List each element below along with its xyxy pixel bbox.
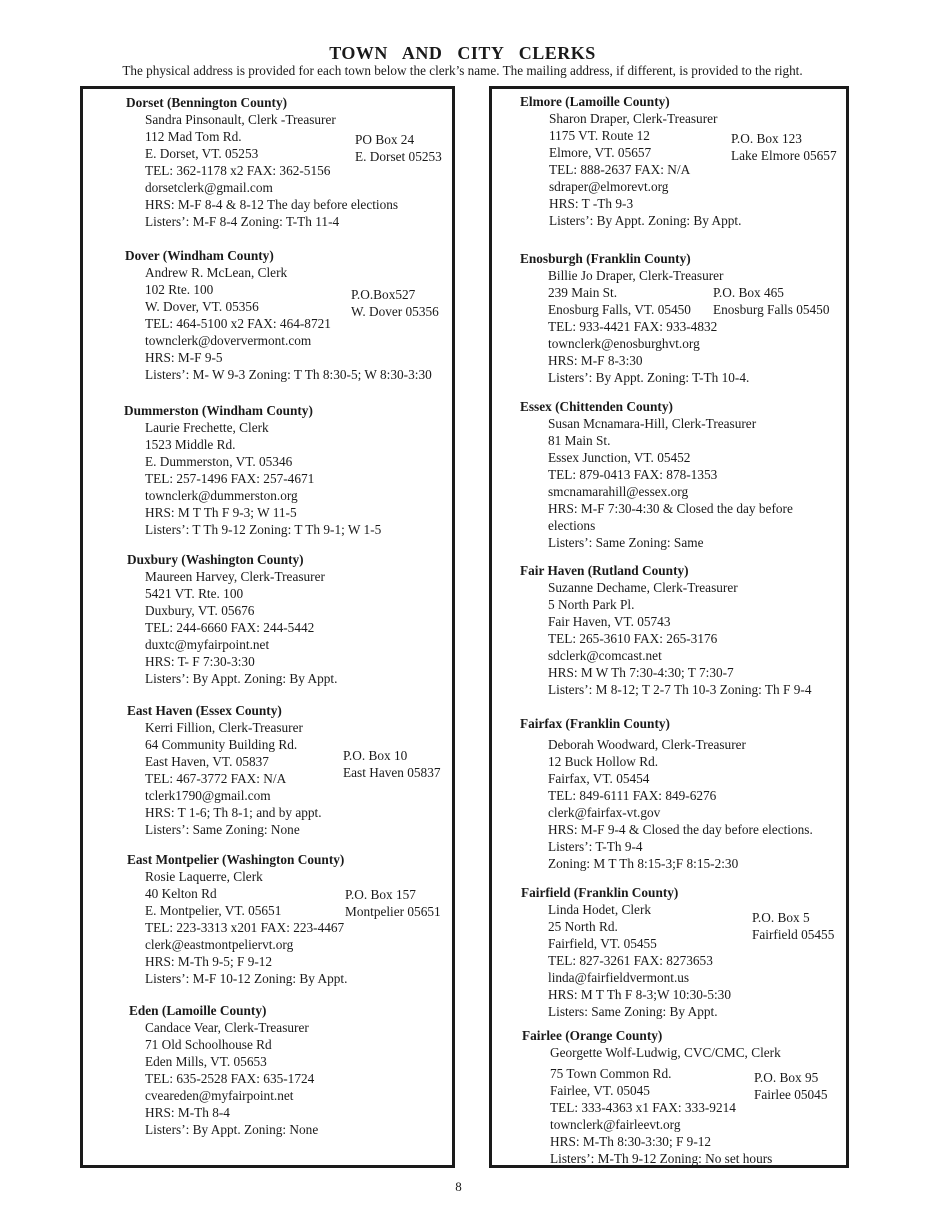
office-hours: HRS: M-Th 8:30-3:30; F 9-12 bbox=[550, 1134, 712, 1149]
detail-line: E. Dummerston, VT. 05346 bbox=[145, 454, 293, 469]
town-name: East Haven (Essex County) bbox=[127, 703, 282, 718]
detail-line: 5 North Park Pl. bbox=[548, 597, 635, 612]
detail-line: Susan Mcnamara-Hill, Clerk-Treasurer bbox=[548, 416, 757, 431]
mailing-line: Fairfield 05455 bbox=[752, 927, 835, 942]
phone-fax: TEL: 257-1496 FAX: 257-4671 bbox=[145, 471, 315, 486]
email-address: sdclerk@comcast.net bbox=[548, 648, 662, 663]
clerk-details bbox=[145, 719, 452, 838]
detail-line: Billie Jo Draper, Clerk-Treasurer bbox=[548, 268, 724, 283]
phone-fax: TEL: 827-3261 FAX: 8273653 bbox=[548, 953, 713, 968]
clerk-details bbox=[550, 1044, 846, 1167]
email-address: townclerk@doververmont.com bbox=[145, 333, 312, 348]
office-hours: HRS: T -Th 9-3 bbox=[549, 196, 634, 211]
clerk-entry bbox=[83, 551, 452, 687]
detail-line: Fairfax, VT. 05454 bbox=[548, 771, 650, 786]
clerk-details bbox=[548, 267, 846, 386]
town-name: Dorset (Bennington County) bbox=[126, 95, 288, 110]
mailing-line: Montpelier 05651 bbox=[345, 904, 441, 919]
right-column bbox=[489, 86, 849, 1168]
town-name: Fairfield (Franklin County) bbox=[521, 885, 679, 900]
clerk-details bbox=[548, 579, 846, 698]
detail-line: East Haven, VT. 05837 bbox=[145, 754, 269, 769]
email-address: linda@fairfieldvermont.us bbox=[548, 970, 690, 985]
clerk-entry bbox=[492, 1027, 846, 1167]
detail-line: Listers’: By Appt. Zoning: T-Th 10-4. bbox=[548, 370, 750, 385]
detail-line: Fairlee, VT. 05045 bbox=[550, 1083, 650, 1098]
detail-line: Listers’: M-F 8-4 Zoning: T-Th 11-4 bbox=[145, 214, 340, 229]
email-address: townclerk@fairleevt.org bbox=[550, 1117, 681, 1132]
mailing-address bbox=[731, 130, 837, 164]
mailing-line: W. Dover 05356 bbox=[351, 304, 439, 319]
mailing-line: Enosburg Falls 05450 bbox=[713, 302, 830, 317]
clerk-details bbox=[548, 901, 846, 1020]
detail-line: 1523 Middle Rd. bbox=[145, 437, 236, 452]
town-name: Eden (Lamoille County) bbox=[129, 1003, 267, 1018]
clerk-entry bbox=[83, 247, 452, 383]
detail-line: 1175 VT. Route 12 bbox=[549, 128, 650, 143]
page-title: TOWN AND CITY CLERKS bbox=[329, 43, 596, 63]
office-hours: HRS: M W Th 7:30-4:30; T 7:30-7 bbox=[548, 665, 734, 680]
mailing-line: P.O. Box 157 bbox=[345, 887, 416, 902]
office-hours: HRS: M-F 8-3:30 bbox=[548, 353, 643, 368]
detail-line: Sharon Draper, Clerk-Treasurer bbox=[549, 111, 718, 126]
email-address: sdraper@elmorevt.org bbox=[549, 179, 669, 194]
detail-line: Fair Haven, VT. 05743 bbox=[548, 614, 671, 629]
office-hours: HRS: M T Th F 8-3;W 10:30-5:30 bbox=[548, 987, 731, 1002]
office-hours: HRS: M-Th 8-4 bbox=[145, 1105, 230, 1120]
phone-fax: TEL: 333-4363 x1 FAX: 333-9214 bbox=[550, 1100, 736, 1115]
email-address: tclerk1790@gmail.com bbox=[145, 788, 271, 803]
town-name: Enosburgh (Franklin County) bbox=[520, 251, 691, 266]
detail-line: W. Dover, VT. 05356 bbox=[145, 299, 259, 314]
office-hours: HRS: M-F 7:30-4:30 & Closed the day before bbox=[548, 501, 793, 516]
detail-line: Listers: Same Zoning: By Appt. bbox=[548, 1004, 718, 1019]
detail-line: Elmore, VT. 05657 bbox=[549, 145, 652, 160]
detail-line: Andrew R. McLean, Clerk bbox=[145, 265, 288, 280]
clerk-details bbox=[145, 1019, 452, 1138]
town-name: Dummerston (Windham County) bbox=[124, 403, 313, 418]
town-name: East Montpelier (Washington County) bbox=[127, 852, 345, 867]
clerk-details bbox=[548, 415, 846, 551]
detail-line: Listers’: M 8-12; T 2-7 Th 10-3 Zoning: Th F 9-4 bbox=[548, 682, 812, 697]
office-hours: HRS: M-F 8-4 & 8-12 The day before elections bbox=[145, 197, 399, 212]
phone-fax: TEL: 467-3772 FAX: N/A bbox=[145, 771, 287, 786]
mailing-address bbox=[752, 909, 834, 943]
detail-line: Kerri Fillion, Clerk-Treasurer bbox=[145, 720, 303, 735]
phone-fax: TEL: 265-3610 FAX: 265-3176 bbox=[548, 631, 718, 646]
detail-line: Suzanne Dechame, Clerk-Treasurer bbox=[548, 580, 738, 595]
detail-line: E. Montpelier, VT. 05651 bbox=[145, 903, 282, 918]
clerk-entry bbox=[492, 398, 846, 551]
mailing-address bbox=[754, 1069, 827, 1103]
clerk-details bbox=[145, 868, 452, 987]
phone-fax: TEL: 464-5100 x2 FAX: 464-8721 bbox=[145, 316, 331, 331]
phone-fax: TEL: 362-1178 x2 FAX: 362-5156 bbox=[145, 163, 331, 178]
phone-fax: TEL: 933-4421 FAX: 933-4832 bbox=[548, 319, 718, 334]
email-address: duxtc@myfairpoint.net bbox=[145, 637, 270, 652]
detail-line: 81 Main St. bbox=[548, 433, 611, 448]
detail-line: 75 Town Common Rd. bbox=[550, 1066, 672, 1081]
clerk-entry bbox=[83, 851, 452, 987]
detail-line: 102 Rte. 100 bbox=[145, 282, 214, 297]
detail-line: 25 North Rd. bbox=[548, 919, 618, 934]
mailing-line: P.O. Box 10 bbox=[343, 748, 408, 763]
mailing-address bbox=[713, 284, 829, 318]
clerk-details bbox=[548, 736, 846, 872]
mailing-line: P.O.Box527 bbox=[351, 287, 416, 302]
detail-line: Listers’: Same Zoning: None bbox=[145, 822, 300, 837]
office-hours: HRS: M-Th 9-5; F 9-12 bbox=[145, 954, 273, 969]
mailing-line: P.O. Box 465 bbox=[713, 285, 784, 300]
clerk-details bbox=[145, 419, 452, 538]
phone-fax: TEL: 244-6660 FAX: 244-5442 bbox=[145, 620, 315, 635]
phone-fax: TEL: 879-0413 FAX: 878-1353 bbox=[548, 467, 718, 482]
clerk-details bbox=[145, 111, 452, 230]
mailing-line: East Haven 05837 bbox=[343, 765, 441, 780]
detail-line: Maureen Harvey, Clerk-Treasurer bbox=[145, 569, 325, 584]
office-hours: HRS: M T Th F 9-3; W 11-5 bbox=[145, 505, 297, 520]
clerk-details bbox=[549, 110, 846, 229]
town-name: Essex (Chittenden County) bbox=[520, 399, 673, 414]
office-hours: HRS: M-F 9-4 & Closed the day before elections. bbox=[548, 822, 813, 837]
mailing-line: Fairlee 05045 bbox=[754, 1087, 828, 1102]
email-address: cveareden@myfairpoint.net bbox=[145, 1088, 294, 1103]
detail-line: Laurie Frechette, Clerk bbox=[145, 420, 269, 435]
town-name: Fairfax (Franklin County) bbox=[520, 716, 670, 731]
office-hours: HRS: M-F 9-5 bbox=[145, 350, 223, 365]
mailing-address bbox=[351, 286, 439, 320]
mailing-line: P.O. Box 5 bbox=[752, 910, 810, 925]
town-name: Fair Haven (Rutland County) bbox=[520, 563, 689, 578]
detail-line: Eden Mills, VT. 05653 bbox=[145, 1054, 267, 1069]
detail-line: Deborah Woodward, Clerk-Treasurer bbox=[548, 737, 746, 752]
mailing-line: PO Box 24 bbox=[355, 132, 415, 147]
detail-line: E. Dorset, VT. 05253 bbox=[145, 146, 259, 161]
clerk-entry bbox=[492, 93, 846, 229]
clerk-details bbox=[145, 264, 452, 383]
town-name: Elmore (Lamoille County) bbox=[520, 94, 670, 109]
office-hours: HRS: T 1-6; Th 8-1; and by appt. bbox=[145, 805, 322, 820]
mailing-line: P.O. Box 95 bbox=[754, 1070, 819, 1085]
phone-fax: TEL: 849-6111 FAX: 849-6276 bbox=[548, 788, 717, 803]
email-address: smcnamarahill@essex.org bbox=[548, 484, 689, 499]
detail-line: 112 Mad Tom Rd. bbox=[145, 129, 242, 144]
detail-line: Listers’: Same Zoning: Same bbox=[548, 535, 704, 550]
detail-line: 5421 VT. Rte. 100 bbox=[145, 586, 244, 601]
office-hours: HRS: T- F 7:30-3:30 bbox=[145, 654, 255, 669]
clerk-entry bbox=[492, 884, 846, 1020]
email-address: clerk@fairfax-vt.gov bbox=[548, 805, 661, 820]
detail-line: Sandra Pinsonault, Clerk -Treasurer bbox=[145, 112, 336, 127]
detail-line: Candace Vear, Clerk-Treasurer bbox=[145, 1020, 309, 1035]
mailing-address bbox=[355, 131, 442, 165]
town-name: Fairlee (Orange County) bbox=[522, 1028, 663, 1043]
email-address: clerk@eastmontpeliervt.org bbox=[145, 937, 294, 952]
clerk-entry bbox=[83, 94, 452, 230]
clerk-entry bbox=[83, 702, 452, 838]
page-subtitle: The physical address is provided for each town below the clerk’s name. The mailing address, if different, is provided to the right. bbox=[122, 63, 803, 78]
detail-line: Listers’: By Appt. Zoning: By Appt. bbox=[549, 213, 742, 228]
clerk-entry bbox=[492, 715, 846, 872]
detail-line: Listers’: M-Th 9-12 Zoning: No set hours bbox=[550, 1151, 773, 1166]
detail-line: Rosie Laquerre, Clerk bbox=[145, 869, 263, 884]
detail-line: elections bbox=[548, 518, 596, 533]
mailing-line: P.O. Box 123 bbox=[731, 131, 802, 146]
detail-line: 71 Old Schoolhouse Rd bbox=[145, 1037, 272, 1052]
detail-line: Enosburg Falls, VT. 05450 bbox=[548, 302, 691, 317]
detail-line: Zoning: M T Th 8:15-3;F 8:15-2:30 bbox=[548, 856, 739, 871]
town-name: Duxbury (Washington County) bbox=[127, 552, 304, 567]
email-address: townclerk@dummerston.org bbox=[145, 488, 298, 503]
phone-fax: TEL: 635-2528 FAX: 635-1724 bbox=[145, 1071, 315, 1086]
town-name: Dover (Windham County) bbox=[125, 248, 274, 263]
mailing-line: Lake Elmore 05657 bbox=[731, 148, 837, 163]
detail-line: Listers’: M-F 10-12 Zoning: By Appt. bbox=[145, 971, 348, 986]
clerk-entry bbox=[492, 250, 846, 386]
detail-line: Duxbury, VT. 05676 bbox=[145, 603, 255, 618]
clerk-details bbox=[145, 568, 452, 687]
mailing-address bbox=[345, 886, 441, 920]
detail-line: 64 Community Building Rd. bbox=[145, 737, 298, 752]
email-address: townclerk@enosburghvt.org bbox=[548, 336, 700, 351]
detail-line: Listers’: T-Th 9-4 bbox=[548, 839, 643, 854]
page-number: 8 bbox=[455, 1179, 462, 1194]
detail-line: Listers’: M- W 9-3 Zoning: T Th 8:30-5; W 8:30-3:30 bbox=[145, 367, 432, 382]
clerk-entry bbox=[83, 1002, 452, 1138]
detail-line: 40 Kelton Rd bbox=[145, 886, 217, 901]
phone-fax: TEL: 888-2637 FAX: N/A bbox=[549, 162, 691, 177]
left-column bbox=[80, 86, 455, 1168]
email-address: dorsetclerk@gmail.com bbox=[145, 180, 273, 195]
detail-line: Listers’: By Appt. Zoning: By Appt. bbox=[145, 671, 338, 686]
clerk-entry bbox=[83, 402, 452, 538]
detail-line: Listers’: By Appt. Zoning: None bbox=[145, 1122, 319, 1137]
detail-line: 239 Main St. bbox=[548, 285, 618, 300]
detail-line: Essex Junction, VT. 05452 bbox=[548, 450, 691, 465]
mailing-line: E. Dorset 05253 bbox=[355, 149, 442, 164]
detail-line: Listers’: T Th 9-12 Zoning: T Th 9-1; W 1-5 bbox=[145, 522, 382, 537]
phone-fax: TEL: 223-3313 x201 FAX: 223-4467 bbox=[145, 920, 345, 935]
detail-line: 12 Buck Hollow Rd. bbox=[548, 754, 659, 769]
clerk-entry bbox=[492, 562, 846, 698]
mailing-address bbox=[343, 747, 441, 781]
detail-line: Fairfield, VT. 05455 bbox=[548, 936, 657, 951]
detail-line: Georgette Wolf-Ludwig, CVC/CMC, Clerk bbox=[550, 1045, 781, 1060]
detail-line: Linda Hodet, Clerk bbox=[548, 902, 652, 917]
